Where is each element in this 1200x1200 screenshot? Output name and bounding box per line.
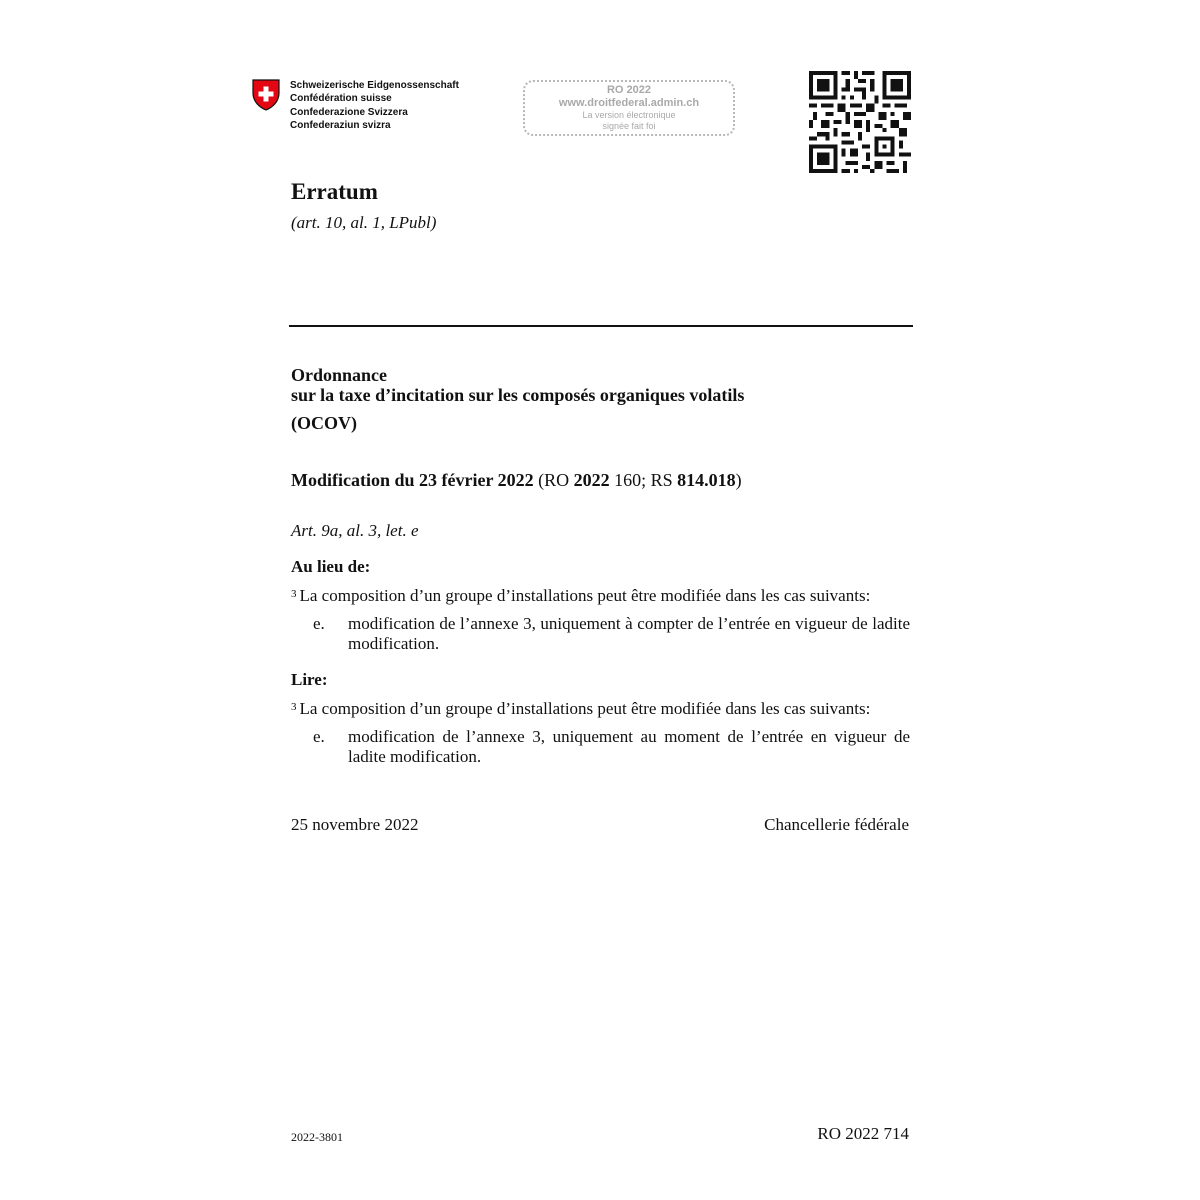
- instead-item-letter: e.: [313, 614, 325, 633]
- document-subtitle: (art. 10, al. 1, LPubl): [291, 213, 437, 232]
- official-reference: RO 2022 714: [817, 1124, 909, 1143]
- ordinance-title: [291, 365, 744, 433]
- stamp-line-signed: signée fait foi: [602, 121, 656, 131]
- mod-ref-close: ): [735, 470, 742, 490]
- mod-ref-open: (RO: [533, 470, 574, 490]
- confederation-line-rm: Confederaziun svizra: [290, 119, 391, 131]
- ordinance-title-abbrev: (OCOV): [291, 413, 357, 433]
- confederation-line-it: Confederazione Svizzera: [290, 106, 408, 118]
- instead-paragraph-text: La composition d’un groupe d’installations peut être modifiée dans les cas suivants:: [299, 586, 871, 605]
- stamp-line-ro: RO 2022: [606, 84, 652, 96]
- modification-date: Modification du 23 février 2022: [291, 470, 534, 490]
- stamp-line-version: La version électronique: [582, 110, 676, 120]
- document-title: Erratum: [291, 179, 378, 204]
- instead-item-text: modification de l’annexe 3, uniquement à compter de l’entrée en vigueur de ladite modification.: [348, 614, 910, 653]
- document-date: 25 novembre 2022: [291, 815, 419, 834]
- read-paragraph: [291, 699, 870, 719]
- confederation-name: [290, 79, 459, 132]
- ordinance-title-line2: sur la taxe d’incitation sur les composés organiques volatils: [291, 385, 745, 405]
- read-item-letter: e.: [313, 727, 325, 746]
- electronic-signature-stamp: [523, 80, 735, 136]
- mod-ref-rs: 814.018: [677, 470, 736, 490]
- swiss-coat-of-arms-icon: [252, 79, 280, 111]
- issuing-authority: Chancellerie fédérale: [764, 815, 909, 834]
- read-label: Lire:: [291, 670, 328, 689]
- stamp-line-url: www.droitfederal.admin.ch: [558, 97, 700, 109]
- confederation-line-fr: Confédération suisse: [290, 93, 392, 105]
- instead-paragraph: [291, 586, 870, 606]
- instead-paragraph-number: 3: [291, 588, 297, 600]
- mod-ref-page: 160; RS: [609, 470, 678, 490]
- confederation-line-de: Schweizerische Eidgenossenschaft: [290, 80, 459, 91]
- title-divider: [289, 325, 913, 327]
- read-paragraph-text: La composition d’un groupe d’installations peut être modifiée dans les cas suivants:: [299, 699, 871, 718]
- document-number: 2022-3801: [291, 1130, 343, 1144]
- qr-code-icon: [809, 71, 911, 173]
- modification-reference: [291, 470, 742, 491]
- article-reference: Art. 9a, al. 3, let. e: [291, 521, 419, 540]
- mod-ref-year: 2022: [573, 470, 610, 490]
- ordinance-title-line1: Ordonnance: [291, 365, 388, 385]
- read-item-text: modification de l’annexe 3, uniquement au moment de l’entrée en vigueur de ladite modification.: [348, 727, 910, 766]
- instead-label: Au lieu de:: [291, 557, 371, 576]
- read-paragraph-number: 3: [291, 701, 297, 713]
